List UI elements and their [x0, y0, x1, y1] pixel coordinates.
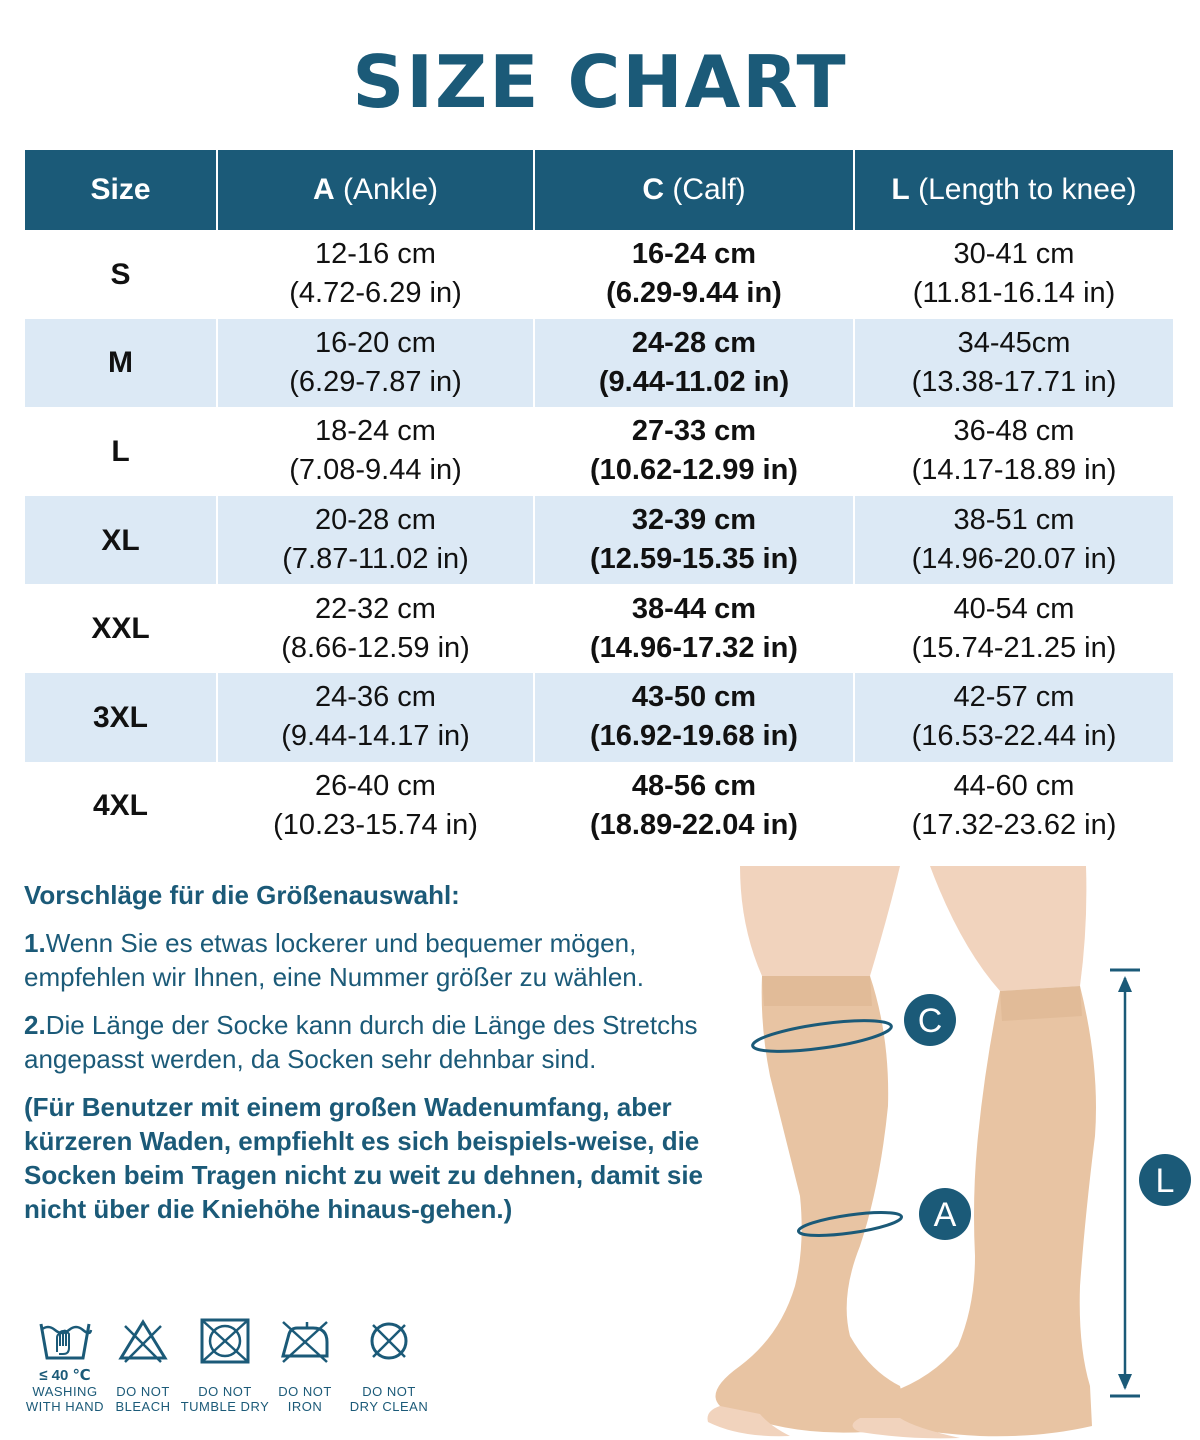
do-not-tumble-dry-icon [197, 1318, 253, 1364]
ankle-cell: 18-24 cm (7.08-9.44 in) [217, 407, 534, 496]
right-knee [930, 866, 1086, 991]
care-label: DO NOT IRON [278, 1384, 332, 1414]
care-temp: ≤ 40 ℃ [39, 1367, 91, 1384]
calf-cell: 32-39 cm (12.59-15.35 in) [534, 496, 854, 585]
table-row [25, 230, 1173, 319]
table-row [25, 584, 1173, 673]
do-not-bleach-icon [115, 1318, 171, 1364]
length-cell: 30-41 cm (11.81-16.14 in) [854, 230, 1173, 319]
calf-cell: 43-50 cm (16.92-19.68 in) [534, 673, 854, 762]
table-row [25, 407, 1173, 496]
length-cell: 42-57 cm (16.53-22.44 in) [854, 673, 1173, 762]
right-sock [858, 986, 1097, 1436]
table-row [25, 673, 1173, 762]
tip-2: 2.Die Länge der Socke kann durch die Länge des Stretchs angepasst werden, da Socken sehr dehnbar sind. [24, 1010, 698, 1074]
table-row [25, 496, 1173, 585]
tip-1: 1.Wenn Sie es etwas lockerer und bequemer mögen, empfehlen wir Ihnen, eine Nummer größer zu wählen. [24, 928, 644, 992]
table-row [25, 319, 1173, 408]
care-no-dry-clean [344, 1318, 434, 1414]
length-marker-label: L [1155, 1162, 1175, 1200]
length-cell: 34-45cm (13.38-17.71 in) [854, 319, 1173, 408]
header-size: Size [25, 150, 217, 230]
left-knee [740, 866, 900, 976]
left-sock [716, 976, 911, 1433]
ankle-cell: 16-20 cm (6.29-7.87 in) [217, 319, 534, 408]
size-cell: 3XL [25, 673, 217, 762]
ankle-cell: 24-36 cm (9.44-14.17 in) [217, 673, 534, 762]
care-instructions [20, 1318, 440, 1428]
length-cell: 40-54 cm (15.74-21.25 in) [854, 584, 1173, 673]
length-cell: 36-48 cm (14.17-18.89 in) [854, 407, 1173, 496]
size-cell: L [111, 434, 130, 468]
size-cell: 4XL [92, 789, 149, 823]
ankle-cell: 20-28 cm (7.87-11.02 in) [217, 496, 534, 585]
calf-cell: 27-33 cm (10.62-12.99 in) [534, 407, 854, 496]
table-header-row [25, 150, 1173, 230]
care-label: DO NOT TUMBLE DRY [180, 1384, 270, 1414]
size-cell: XXL [91, 612, 150, 646]
care-no-tumble-dry [180, 1318, 270, 1414]
care-label: WASHING WITH HAND [25, 1384, 105, 1414]
size-cell: M [25, 319, 217, 408]
size-tips [24, 878, 724, 1240]
size-cell: XL [25, 496, 217, 585]
calf-cell: 38-44 cm (14.96-17.32 in) [534, 584, 854, 673]
header-ankle: A (Ankle) [217, 150, 534, 230]
care-no-iron [260, 1318, 350, 1414]
tip-3: (Für Benutzer mit einem großen Wadenumfang, aber kürzeren Waden, empfiehlt es sich beispiels-weise, die Socken beim Tragen nicht zu weit zu dehnen, damit sie nicht über die Kniehöhe hinaus-gehen.) [24, 1092, 704, 1224]
header-calf: C (Calf) [534, 150, 854, 230]
do-not-dry-clean-icon [361, 1318, 417, 1364]
length-cell: 44-60 cm (17.32-23.62 in) [854, 762, 1173, 851]
care-label: DO NOT BLEACH [115, 1384, 171, 1414]
size-chart-table [25, 150, 1173, 850]
length-cell: 38-51 cm (14.96-20.07 in) [854, 496, 1173, 585]
calf-cell: 16-24 cm (6.29-9.44 in) [534, 230, 854, 319]
calf-cell: 24-28 cm (9.44-11.02 in) [534, 319, 854, 408]
ankle-cell: 26-40 cm (10.23-15.74 in) [217, 762, 534, 851]
leg-measurement-illustration [700, 866, 1200, 1440]
care-no-bleach [98, 1318, 188, 1414]
tips-heading: Vorschläge für die Größenauswahl: [24, 880, 460, 910]
do-not-iron-icon [277, 1318, 333, 1364]
wash-by-hand-icon [37, 1318, 93, 1364]
ankle-marker-label: A [933, 1196, 957, 1234]
calf-cell: 48-56 cm (18.89-22.04 in) [534, 762, 854, 851]
header-length: L (Length to knee) [854, 150, 1173, 230]
page-title: SIZE CHART [352, 40, 848, 124]
care-label: DO NOT DRY CLEAN [349, 1384, 429, 1414]
care-wash-by-hand [20, 1318, 110, 1414]
calf-marker-label: C [917, 1002, 943, 1040]
size-cell: S [110, 257, 131, 291]
ankle-cell: 22-32 cm (8.66-12.59 in) [217, 584, 534, 673]
ankle-cell: 12-16 cm (4.72-6.29 in) [217, 230, 534, 319]
table-row [25, 762, 1173, 851]
